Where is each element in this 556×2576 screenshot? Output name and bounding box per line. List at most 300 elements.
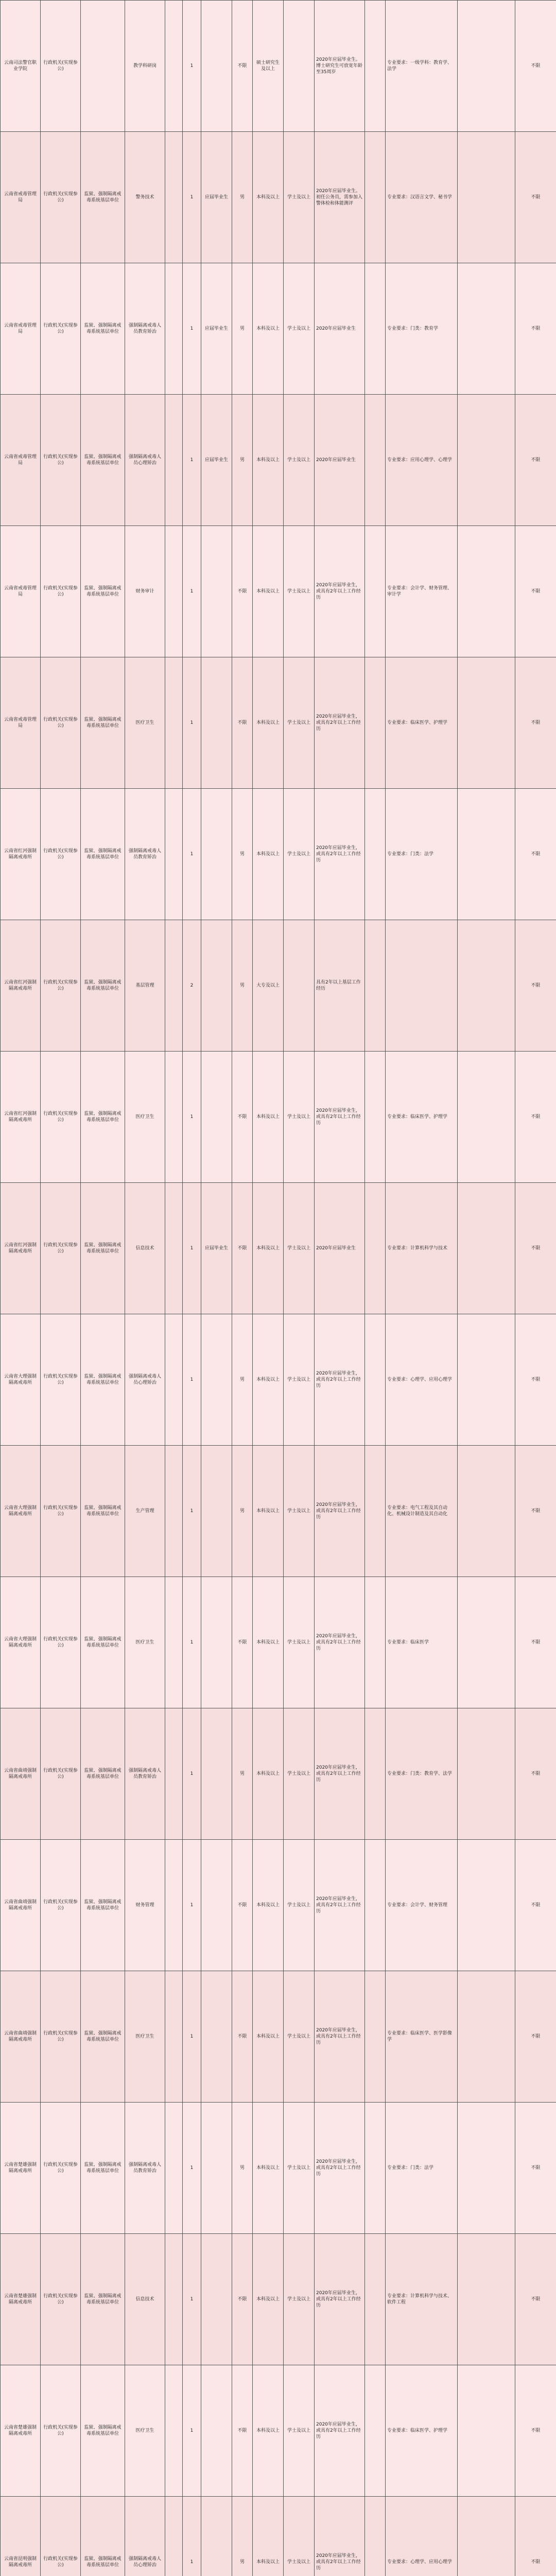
table-cell: 行政机关(实现参公) [41,1052,81,1183]
table-cell: 2020年应届毕业生 [315,263,365,395]
table-cell: 应届毕业生 [201,132,232,263]
table-cell: 监狱、强制隔离戒毒系统基层单位 [81,395,125,526]
table-cell [165,2103,183,2234]
table-cell: 行政机关(实现参公) [41,2497,81,2576]
table-cell: 云南省大理强制隔离戒毒所 [1,1446,41,1577]
table-cell [165,1052,183,1183]
table-cell [165,395,183,526]
table-cell: 监狱、强制隔离戒毒系统基层单位 [81,657,125,789]
table-cell: 专业要求：计算机科学与技术、软件工程 [386,2234,458,2365]
table-cell [365,526,386,657]
table-cell: 2020年应届毕业生，或具有2年以上工作经历 [315,526,365,657]
table-cell: 不限 [515,1840,556,1971]
table-cell: 专业要求：门类：教育学 [386,263,458,395]
table-cell: 男 [232,2103,253,2234]
table-cell: 1 [183,263,201,395]
table-row [1,1446,556,1577]
table-cell: 行政机关(实现参公) [41,2234,81,2365]
table-cell: 监狱、强制隔离戒毒系统基层单位 [81,1314,125,1446]
table-cell: 2020年应届毕业生，或具有2年以上工作经历 [315,1971,365,2103]
table-cell: 监狱、强制隔离戒毒系统基层单位 [81,2497,125,2576]
table-cell: 行政机关(实现参公) [41,1708,81,1840]
table-cell: 本科及以上 [253,1314,284,1446]
table-cell: 监狱、强制隔离戒毒系统基层单位 [81,1577,125,1708]
table-cell: 云南省红河强制隔离戒毒所 [1,1183,41,1314]
table-cell: 男 [232,1314,253,1446]
table-cell: 强制隔离戒毒人员教育矫治 [125,2103,165,2234]
table-cell: 本科及以上 [253,657,284,789]
table-row [1,2497,556,2576]
table-cell: 男 [232,132,253,263]
table-cell: 不限 [232,1971,253,2103]
table-cell [165,1840,183,1971]
table-cell: 学士及以上 [284,1052,315,1183]
table-row [1,1314,556,1446]
table-cell [365,1314,386,1446]
table-cell: 本科及以上 [253,2365,284,2497]
table-cell: 1 [183,1183,201,1314]
table-cell: 强制隔离戒毒人员教育矫治 [125,1708,165,1840]
table-cell: 学士及以上 [284,1314,315,1446]
table-cell: 不限 [232,657,253,789]
table-cell [458,132,515,263]
table-cell: 学士及以上 [284,1183,315,1314]
table-cell [165,1446,183,1577]
table-cell: 学士及以上 [284,2234,315,2365]
table-cell: 不限 [232,2234,253,2365]
table-cell [201,920,232,1052]
table-cell: 行政机关(实现参公) [41,526,81,657]
table-cell: 行政机关(实现参公) [41,1314,81,1446]
table-cell: 监狱、强制隔离戒毒系统基层单位 [81,920,125,1052]
table-cell: 医疗卫生 [125,1577,165,1708]
table-cell: 监狱、强制隔离戒毒系统基层单位 [81,1708,125,1840]
table-cell: 不限 [515,2497,556,2576]
table-cell [165,1,183,132]
table-cell [458,2497,515,2576]
table-cell: 云南省昆明强制隔离戒毒所 [1,2497,41,2576]
table-cell: 行政机关(实现参公) [41,2365,81,2497]
table-cell: 强制隔离戒毒人员心理矫治 [125,2497,165,2576]
table-cell: 本科及以上 [253,1446,284,1577]
table-cell [365,920,386,1052]
table-cell: 男 [232,1708,253,1840]
table-cell: 不限 [515,1971,556,2103]
table-cell: 行政机关(实现参公) [41,789,81,920]
table-cell: 医疗卫生 [125,2365,165,2497]
table-cell: 2020年应届毕业生 [315,1183,365,1314]
table-cell: 1 [183,132,201,263]
table-cell [365,1052,386,1183]
table-cell: 监狱、强制隔离戒毒系统基层单位 [81,789,125,920]
table-row [1,657,556,789]
table-cell: 财务管理 [125,1840,165,1971]
table-cell: 专业要求：计算机科学与技术 [386,1183,458,1314]
table-cell [458,1183,515,1314]
table-cell: 不限 [515,263,556,395]
table-cell: 行政机关(实现参公) [41,2103,81,2234]
table-cell: 强制隔离戒毒人员心理矫治 [125,395,165,526]
table-cell: 男 [232,395,253,526]
table-cell: 2020年应届毕业生，或具有2年以上工作经历 [315,1840,365,1971]
table-cell: 财务审计 [125,526,165,657]
table-cell [458,2234,515,2365]
table-cell [201,1708,232,1840]
table-cell: 行政机关(实现参公) [41,1,81,132]
table-cell: 专业要求：心理学、应用心理学 [386,1314,458,1446]
table-cell [365,1577,386,1708]
table-cell [365,1183,386,1314]
table-cell: 行政机关(实现参公) [41,132,81,263]
table-cell: 行政机关(实现参公) [41,1971,81,2103]
table-cell: 男 [232,2497,253,2576]
table-cell: 本科及以上 [253,1577,284,1708]
table-cell: 专业要求：一级学科：教育学、法学 [386,1,458,132]
table-cell: 监狱、强制隔离戒毒系统基层单位 [81,1183,125,1314]
table-cell: 本科及以上 [253,132,284,263]
table-cell: 学士及以上 [284,526,315,657]
table-cell: 监狱、强制隔离戒毒系统基层单位 [81,263,125,395]
table-row [1,1052,556,1183]
table-cell: 男 [232,1446,253,1577]
table-cell: 应届毕业生 [201,395,232,526]
table-cell [201,1314,232,1446]
table-cell: 男 [232,263,253,395]
table-cell: 基层管理 [125,920,165,1052]
table-row [1,526,556,657]
table-cell: 1 [183,1840,201,1971]
table-cell: 1 [183,2103,201,2234]
table-cell: 专业要求：心理学、应用心理学 [386,2497,458,2576]
table-cell: 本科及以上 [253,263,284,395]
table-cell [458,526,515,657]
table-cell [165,2497,183,2576]
table-cell [458,1708,515,1840]
table-cell [458,1314,515,1446]
table-cell: 专业要求：临床医学 [386,1577,458,1708]
table-cell: 不限 [515,2365,556,2497]
table-cell [365,2365,386,2497]
table-cell [201,2365,232,2497]
table-cell [365,395,386,526]
table-cell: 云南省曲靖强制隔离戒毒所 [1,1971,41,2103]
table-cell [458,2103,515,2234]
table-cell: 警务技术 [125,132,165,263]
table-cell: 2020年应届毕业生，或具有2年以上工作经历 [315,2497,365,2576]
table-cell [165,263,183,395]
table-cell [165,526,183,657]
table-cell: 学士及以上 [284,2103,315,2234]
table-cell: 行政机关(实现参公) [41,657,81,789]
table-cell: 不限 [515,657,556,789]
table-cell [458,263,515,395]
table-cell: 医疗卫生 [125,1052,165,1183]
table-cell: 云南省楚雄强制隔离戒毒所 [1,2365,41,2497]
table-row [1,1183,556,1314]
table-cell: 2020年应届毕业生，或具有2年以上工作经历 [315,2103,365,2234]
table-cell [201,1446,232,1577]
table-cell: 2020年应届毕业生，或具有2年以上工作经历 [315,789,365,920]
table-cell [201,526,232,657]
table-cell: 2020年应届毕业生，或具有2年以上工作经历 [315,1708,365,1840]
table-cell: 专业要求：门类：教育学、法学 [386,1708,458,1840]
table-cell [458,789,515,920]
table-cell [201,1577,232,1708]
table-cell: 1 [183,1,201,132]
table-cell: 不限 [232,2365,253,2497]
table-cell: 不限 [515,2103,556,2234]
table-cell: 1 [183,1577,201,1708]
table-cell: 1 [183,395,201,526]
table-cell: 监狱、强制隔离戒毒系统基层单位 [81,2103,125,2234]
table-row [1,1971,556,2103]
table-cell [201,2497,232,2576]
table-cell: 1 [183,1971,201,2103]
table-cell: 监狱、强制隔离戒毒系统基层单位 [81,1840,125,1971]
table-cell [365,1971,386,2103]
table-cell: 学士及以上 [284,1577,315,1708]
table-cell [165,132,183,263]
table-cell [458,1052,515,1183]
table-cell: 不限 [232,1840,253,1971]
table-cell: 学士及以上 [284,657,315,789]
table-cell: 云南省戒毒管理局 [1,657,41,789]
table-cell: 云南省楚雄强制隔离戒毒所 [1,2103,41,2234]
table-cell: 云南省红河强制隔离戒毒所 [1,1052,41,1183]
table-cell: 学士及以上 [284,1840,315,1971]
table-cell: 2 [183,920,201,1052]
table-cell [165,2365,183,2497]
table-cell: 行政机关(实现参公) [41,1840,81,1971]
table-cell: 强制隔离戒毒人员教育矫治 [125,263,165,395]
table-row [1,1840,556,1971]
table-cell: 强制隔离戒毒人员教育矫治 [125,789,165,920]
table-cell [365,1708,386,1840]
table-cell: 云南省曲靖强制隔离戒毒所 [1,1708,41,1840]
table-cell: 教学科研岗 [125,1,165,132]
table-cell: 行政机关(实现参公) [41,920,81,1052]
table-cell: 强制隔离戒毒人员心理矫治 [125,1314,165,1446]
table-cell: 专业要求：汉语言文学、秘书学 [386,132,458,263]
table-row [1,132,556,263]
table-row [1,789,556,920]
table-cell [201,657,232,789]
table-cell: 专业要求：临床医学、医学影像学 [386,1971,458,2103]
table-cell: 1 [183,657,201,789]
table-cell: 监狱、强制隔离戒毒系统基层单位 [81,2234,125,2365]
table-cell [458,395,515,526]
table-cell: 监狱、强制隔离戒毒系统基层单位 [81,1446,125,1577]
table-cell [201,1052,232,1183]
table-cell: 1 [183,526,201,657]
table-cell: 本科及以上 [253,1840,284,1971]
table-cell [365,1446,386,1577]
table-cell [165,1577,183,1708]
table-cell [284,920,315,1052]
table-cell: 男 [232,920,253,1052]
table-cell: 监狱、强制隔离戒毒系统基层单位 [81,132,125,263]
table-cell: 2020年应届毕业生，或具有2年以上工作经历 [315,657,365,789]
table-cell: 硕士研究生及以上 [253,1,284,132]
table-row [1,1708,556,1840]
table-cell [165,1314,183,1446]
table-cell [165,2234,183,2365]
table-cell [201,1840,232,1971]
table-cell [365,2497,386,2576]
table-cell: 1 [183,1446,201,1577]
table-cell: 2020年应届毕业生，或具有2年以上工作经历 [315,2234,365,2365]
table-cell: 不限 [232,526,253,657]
table-cell [165,789,183,920]
table-cell [165,1183,183,1314]
table-cell: 行政机关(实现参公) [41,263,81,395]
table-cell: 本科及以上 [253,526,284,657]
table-cell: 2020年应届毕业生 [315,395,365,526]
table-cell: 学士及以上 [284,789,315,920]
table-cell: 本科及以上 [253,1183,284,1314]
table-cell [201,1971,232,2103]
table-cell: 行政机关(实现参公) [41,395,81,526]
table-cell: 学士及以上 [284,1446,315,1577]
table-cell [201,2234,232,2365]
table-cell: 不限 [515,1052,556,1183]
table-cell: 学士及以上 [284,1708,315,1840]
table-cell: 云南省楚雄强制隔离戒毒所 [1,2234,41,2365]
table-cell: 专业要求：会计学、财务管理 [386,1840,458,1971]
table-cell: 本科及以上 [253,789,284,920]
table-cell: 不限 [515,789,556,920]
table-cell [165,1708,183,1840]
table-cell: 不限 [515,1183,556,1314]
table-cell [81,1,125,132]
table-row [1,2234,556,2365]
table-cell: 学士及以上 [284,2497,315,2576]
table-cell: 1 [183,1052,201,1183]
table-cell [365,2103,386,2234]
table-cell: 信息技术 [125,2234,165,2365]
table-cell: 不限 [515,395,556,526]
table-cell [365,132,386,263]
table-cell [201,789,232,920]
table-cell: 专业要求：门类：法学 [386,789,458,920]
table-cell: 本科及以上 [253,1971,284,2103]
table-cell: 生产管理 [125,1446,165,1577]
table-row [1,920,556,1052]
table-cell: 专业要求：应用心理学、心理学 [386,395,458,526]
table-cell: 监狱、强制隔离戒毒系统基层单位 [81,1052,125,1183]
table-cell: 2020年应届毕业生。初任公务员，需参加入警体检和体能测评 [315,132,365,263]
table-cell: 本科及以上 [253,2103,284,2234]
table-cell: 学士及以上 [284,132,315,263]
table-cell: 不限 [515,1577,556,1708]
table-cell: 具有2年以上基层工作经历 [315,920,365,1052]
table-cell [458,1,515,132]
table-cell: 男 [232,789,253,920]
table-cell: 1 [183,1708,201,1840]
table-cell: 云南省曲靖强制隔离戒毒所 [1,1840,41,1971]
table-cell [365,1840,386,1971]
table-cell [201,2103,232,2234]
table-cell [386,920,458,1052]
table-cell [165,1971,183,2103]
table-cell: 不限 [232,1,253,132]
table-cell: 1 [183,2497,201,2576]
table-cell [458,1971,515,2103]
table-cell [458,1577,515,1708]
table-cell: 本科及以上 [253,395,284,526]
table-cell: 1 [183,2365,201,2497]
table-cell: 专业要求：门类：法学 [386,2103,458,2234]
table-cell: 不限 [515,920,556,1052]
table-cell: 2020年应届毕业生，或具有2年以上工作经历 [315,1314,365,1446]
table-cell: 本科及以上 [253,1708,284,1840]
table-cell: 本科及以上 [253,2497,284,2576]
table-cell: 监狱、强制隔离戒毒系统基层单位 [81,2365,125,2497]
table-cell: 专业要求：会计学、财务管理、审计学 [386,526,458,657]
table-cell [165,657,183,789]
table-cell: 学士及以上 [284,395,315,526]
table-cell: 2020年应届毕业生，或具有2年以上工作经历 [315,2365,365,2497]
table-cell: 云南省红河强制隔离戒毒所 [1,789,41,920]
table-cell: 大专及以上 [253,920,284,1052]
table-cell [365,1,386,132]
table-cell [458,920,515,1052]
table-cell: 1 [183,1314,201,1446]
table-cell: 不限 [515,2234,556,2365]
table-body [1,1,556,2576]
table-cell [365,2234,386,2365]
table-cell: 学士及以上 [284,263,315,395]
table-row [1,1577,556,1708]
table-cell: 学士及以上 [284,1971,315,2103]
table-cell: 行政机关(实现参公) [41,1446,81,1577]
table-cell: 信息技术 [125,1183,165,1314]
table-cell: 云南省红河强制隔离戒毒所 [1,920,41,1052]
table-cell: 不限 [515,1314,556,1446]
table-cell [365,657,386,789]
table-cell: 学士及以上 [284,2365,315,2497]
table-cell: 专业要求：电气工程及其自动化、机械设计制造及其自动化 [386,1446,458,1577]
table-cell: 云南省戒毒管理局 [1,526,41,657]
table-cell: 不限 [232,1183,253,1314]
table-row [1,1,556,132]
table-cell: 云南司法警官职业学院 [1,1,41,132]
table-cell: 专业要求：临床医学、护理学 [386,2365,458,2497]
table-cell: 专业要求：临床医学、护理学 [386,657,458,789]
table-cell: 不限 [515,526,556,657]
table-cell: 应届毕业生 [201,263,232,395]
table-cell: 本科及以上 [253,2234,284,2365]
table-cell: 2020年应届毕业生，或具有2年以上工作经历 [315,1577,365,1708]
table-cell [458,1840,515,1971]
table-cell: 行政机关(实现参公) [41,1183,81,1314]
table-cell: 云南省戒毒管理局 [1,132,41,263]
table-cell: 不限 [515,1446,556,1577]
table-cell: 本科及以上 [253,1052,284,1183]
table-cell: 1 [183,2234,201,2365]
table-cell: 医疗卫生 [125,657,165,789]
table-cell: 2020年应届毕业生，或具有2年以上工作经历 [315,1052,365,1183]
table-cell: 行政机关(实现参公) [41,1577,81,1708]
table-cell: 监狱、强制隔离戒毒系统基层单位 [81,1971,125,2103]
table-cell: 云南省大理强制隔离戒毒所 [1,1314,41,1446]
table-cell: 监狱、强制隔离戒毒系统基层单位 [81,526,125,657]
table-cell [458,2365,515,2497]
table-cell [165,920,183,1052]
table-cell [201,1,232,132]
table-cell: 医疗卫生 [125,1971,165,2103]
table-cell: 2020年应届毕业生。博士研究生可放宽年龄至35周岁 [315,1,365,132]
